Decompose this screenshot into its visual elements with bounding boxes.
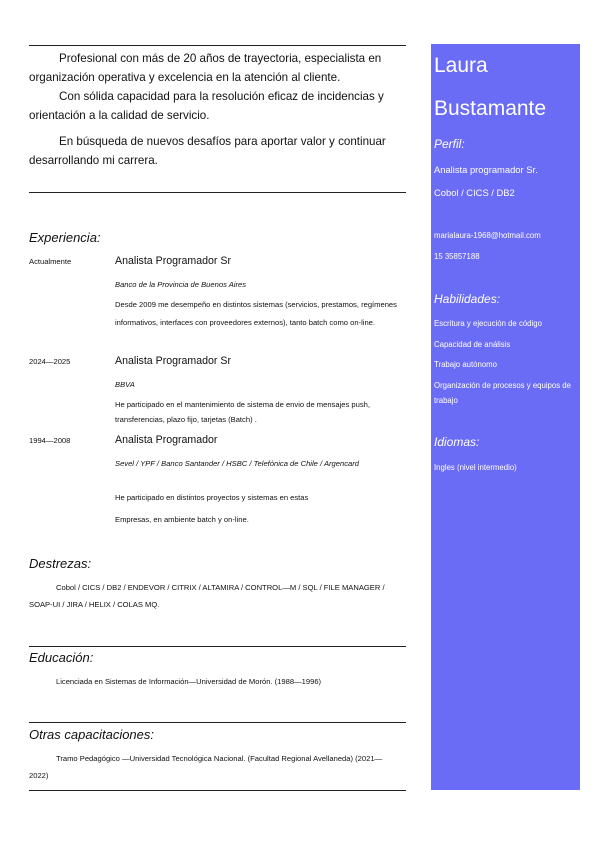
ability-item: Capacidad de análisis — [434, 340, 511, 349]
divider-bottom — [29, 790, 406, 791]
intro-paragraph-2: Con sólida capacidad para la resolución eficaz de incidencias y orientación a la calidad de servicio. — [29, 90, 384, 122]
last-name: Bustamante — [434, 97, 547, 120]
skills-text: Cobol / CICS / DB2 / ENDEVOR / CITRIX / ALTAMIRA / CONTROL—M / SQL / FILE MANAGER / SOAP-UI / JIRA / HELIX / COLAS MQ. — [29, 583, 385, 609]
languages-text: Ingles (nivel intermedio) — [434, 463, 517, 472]
phone-number: 15 35857188 — [434, 252, 480, 261]
experience-description-2: Empresas, en ambiente batch y on-line. — [115, 515, 249, 524]
profile-line-1: Analista programador Sr. — [434, 164, 538, 175]
divider-education — [29, 646, 406, 647]
intro-paragraph-1: Profesional con más de 20 años de trayectoria, especialista en organización operativa y excelencia en la atención al cliente. — [29, 52, 382, 84]
experience-role: Analista Programador Sr — [115, 255, 231, 267]
abilities-title: Habilidades: — [434, 292, 501, 306]
intro-summary — [29, 49, 401, 170]
experience-role: Analista Programador Sr — [115, 355, 231, 367]
experience-description: Desde 2009 me desempeño en distintos sistemas (servicios, prestamos, regímenes informativos, interfaces con proveedores externos), tanto batch como on-line. — [115, 300, 397, 327]
experience-description: He participado en el mantenimiento de sistema de envio de mensajes push, transferencias, plazo fijo, tarjetas (Batch) . — [115, 400, 370, 424]
divider-intro — [29, 192, 406, 193]
intro-paragraph-3: En búsqueda de nuevos desafíos para aportar valor y continuar desarrollando mi carrera. — [29, 135, 386, 167]
first-name: Laura — [434, 54, 488, 77]
other-title: Otras capacitaciones: — [29, 727, 155, 742]
ability-item: Trabajo autónomo — [434, 360, 497, 369]
ability-item: Organización de procesos y equipos de trabajo — [434, 381, 571, 405]
experience-company: Sevel / YPF / Banco Santander / HSBC / Telefónica de Chile / Argencard — [115, 459, 359, 468]
experience-description: He participado en distintos proyectos y sistemas en estas — [115, 493, 309, 502]
profile-line-2: Cobol / CICS / DB2 — [434, 187, 515, 198]
education-title: Educación: — [29, 650, 94, 665]
experience-date: 1994—2008 — [29, 436, 71, 445]
profile-title: Perfil: — [434, 137, 465, 151]
skills-title: Destrezas: — [29, 556, 92, 571]
email-address: marialaura-1968@hotmail.com — [434, 231, 541, 240]
experience-company: BBVA — [115, 380, 135, 389]
languages-title: Idiomas: — [434, 435, 480, 449]
experience-role: Analista Programador — [115, 434, 218, 446]
sidebar-panel — [431, 44, 580, 790]
education-text: Licenciada en Sistemas de Información—Universidad de Morón. (1988—1996) — [56, 677, 322, 686]
divider-top — [29, 45, 406, 46]
other-text: Tramo Pedagógico —Universidad Tecnológica Nacional. (Facultad Regional Avellaneda) (2021—2022) — [29, 754, 383, 780]
divider-other — [29, 722, 406, 723]
experience-date: Actualmente — [29, 257, 72, 266]
experience-company: Banco de la Provincia de Buenos Aires — [115, 280, 246, 289]
experience-date: 2024—2025 — [29, 357, 71, 366]
ability-item: Escritura y ejecución de código — [434, 319, 542, 328]
experience-title: Experiencia: — [29, 230, 101, 245]
